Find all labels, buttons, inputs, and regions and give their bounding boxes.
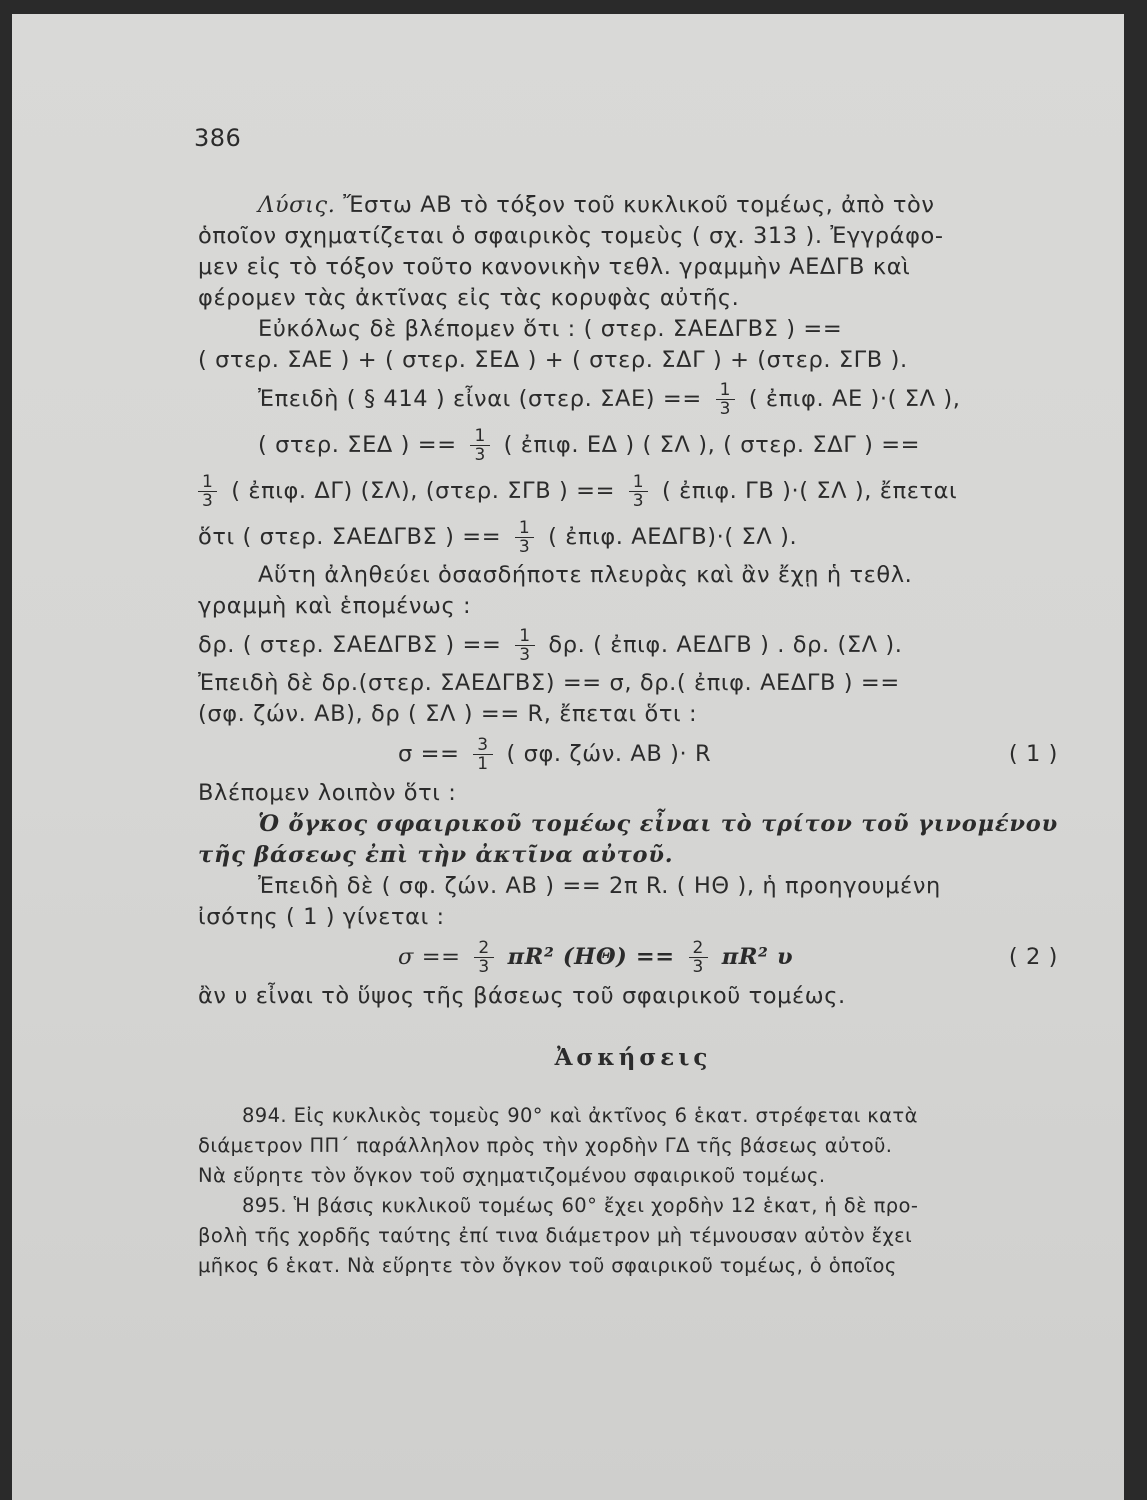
- fraction-numerator: 3: [473, 736, 492, 755]
- fraction-one-third: [515, 627, 534, 664]
- fraction-denominator: 3: [719, 399, 731, 419]
- solution-line-14: Ἐπειδὴ δὲ δρ.(στερ. ΣΑΕΔΓΒΣ) == σ, δρ.( ἐπιφ. ΑΕΔΓΒ ) ==: [198, 670, 900, 696]
- exercise-895-line-2: βολὴ τῆς χορδῆς ταύτης ἐπί τινα διάμετρον μὴ τέμνουσαν αὐτὸν ἔχει: [198, 1224, 913, 1247]
- equation-2-body: [398, 933, 793, 981]
- fraction-denominator: 3: [202, 491, 214, 511]
- fraction-numerator: 2: [474, 939, 493, 958]
- equation-2-lhs: σ ==: [398, 944, 461, 970]
- solution-line-12: γραμμὴ καὶ ἑπομένως :: [198, 593, 472, 619]
- solution-line-13: [198, 622, 1068, 668]
- solution-line-5: Εὐκόλως δὲ βλέπομεν ὅτι : ( στερ. ΣΑΕΔΓΒΣ ) ==: [258, 316, 843, 342]
- book-page: [12, 14, 1124, 1500]
- solution-line-11: Αὕτη ἀληθεύει ὁσασδήποτε πλευρὰς καὶ ἂν ἔχῃ ἡ τεθλ.: [258, 562, 913, 588]
- fraction-numerator: 2: [689, 939, 708, 958]
- equation-2: [198, 933, 1068, 981]
- fraction-one-third: [515, 519, 534, 556]
- fraction-numerator: 1: [629, 473, 648, 492]
- line-9-b: ( ἐπιφ. ΓΒ )·( ΣΛ ), ἔπεται: [661, 478, 958, 504]
- exercises-heading: Ἀσκήσεις: [554, 1044, 712, 1071]
- fraction-denominator: 3: [518, 537, 531, 557]
- fraction-one-third: [629, 473, 648, 510]
- fraction-one-third: [716, 381, 735, 418]
- fraction-two-thirds: [689, 939, 708, 976]
- fraction-three-over-one: [473, 736, 492, 773]
- line-10-b: ( ἐπιφ. ΑΕΔΓΒ)·( ΣΛ ).: [548, 524, 798, 550]
- exercise-894-line-3: Νὰ εὕρητε τὸν ὄγκον τοῦ σχηματιζομένου σφαιρικοῦ τομέως.: [198, 1164, 826, 1187]
- exercise-895-line-3: μῆκος 6 ἑκατ. Νὰ εὕρητε τὸν ὄγκον τοῦ σφαιρικοῦ τομέως, ὁ ὁποῖος: [198, 1254, 897, 1277]
- solution-line-9: [198, 468, 1068, 514]
- solution-line-1: [198, 190, 1068, 221]
- equation-2-number: ( 2 ): [1008, 944, 1058, 970]
- solution-label: Λύσις.: [258, 192, 336, 218]
- solution-line-8: [198, 422, 1068, 468]
- fraction-two-thirds: [474, 939, 493, 976]
- fraction-denominator: 3: [478, 957, 490, 977]
- equation-1: [198, 730, 1068, 778]
- page-number: 386: [194, 124, 242, 152]
- fraction-denominator: 3: [474, 445, 486, 465]
- exercise-894-line-2: διάμετρον ΠΠ΄ παράλληλον πρὸς τὴν χορδὴν ΓΔ τῆς βάσεως αὐτοῦ.: [198, 1134, 893, 1157]
- solution-line-16: Βλέπομεν λοιπὸν ὅτι :: [198, 780, 457, 806]
- fraction-numerator: 1: [515, 519, 534, 538]
- fraction-one-third: [470, 427, 489, 464]
- equation-1-number: ( 1 ): [1008, 741, 1058, 767]
- fraction-numerator: 1: [716, 381, 735, 400]
- fraction-one-third: [198, 473, 217, 510]
- line-8-a: ( στερ. ΣΕΔ ) ==: [258, 432, 457, 458]
- line-13-b: δρ. ( ἐπιφ. ΑΕΔΓΒ ) . δρ. (ΣΛ ).: [548, 632, 903, 658]
- fraction-numerator: 1: [470, 427, 489, 446]
- body-text: [198, 190, 1068, 1281]
- solution-line-3: μεν εἰς τὸ τόξον τοῦτο κανονικὴν τεθλ. γραμμὴν ΑΕΔΓΒ καὶ: [198, 254, 911, 280]
- equation-1-lhs: σ ==: [398, 741, 460, 767]
- exercise-894-line-1: 894. Εἰς κυκλικὸς τομεὺς 90° καὶ ἀκτῖνος 6 ἑκατ. στρέφεται κατὰ: [242, 1104, 918, 1127]
- fraction-denominator: 1: [477, 754, 489, 774]
- line-9-a: ( ἐπιφ. ΔΓ) (ΣΛ), (στερ. ΣΓΒ ) ==: [231, 478, 616, 504]
- solution-line-15: (σφ. ζών. ΑΒ), δρ ( ΣΛ ) == R, ἔπεται ὅτι :: [198, 701, 698, 727]
- fraction-numerator: 1: [198, 473, 217, 492]
- equation-1-body: [398, 730, 711, 778]
- solution-line-10: [198, 514, 1068, 560]
- exercises-block: [198, 1101, 1068, 1281]
- solution-line-7: [198, 376, 1068, 422]
- equation-2-middle: πR² (ΗΘ) ==: [507, 944, 675, 970]
- fraction-denominator: 3: [692, 957, 704, 977]
- fraction-numerator: 1: [515, 627, 534, 646]
- line-10-a: ὅτι ( στερ. ΣΑΕΔΓΒΣ ) ==: [198, 524, 502, 550]
- line-13-a: δρ. ( στερ. ΣΑΕΔΓΒΣ ) ==: [198, 632, 502, 658]
- line-7-a: Ἐπειδὴ ( § 414 ) εἶναι (στερ. ΣΑΕ) ==: [258, 386, 702, 412]
- exercise-895-line-1: 895. Ἡ βάσις κυκλικοῦ τομέως 60° ἔχει χορδὴν 12 ἑκατ, ἡ δὲ προ-: [242, 1194, 919, 1217]
- solution-line-4: φέρομεν τὰς ἀκτῖνας εἰς τὰς κορυφὰς αὐτῆς.: [198, 285, 740, 311]
- theorem-line-1: Ὁ ὄγκος σφαιρικοῦ τομέως εἶναι τὸ τρίτον τοῦ γινομένου: [258, 811, 1058, 837]
- theorem-line-2: τῆς βάσεως ἐπὶ τὴν ἀκτῖνα αὐτοῦ.: [198, 842, 674, 868]
- line-8-b: ( ἐπιφ. ΕΔ ) ( ΣΛ ), ( στερ. ΣΔΓ ) ==: [503, 432, 921, 458]
- solution-line-19: ἂν υ εἶναι τὸ ὕψος τῆς βάσεως τοῦ σφαιρικοῦ τομέως.: [198, 983, 846, 1009]
- fraction-denominator: 3: [519, 645, 531, 665]
- solution-line-1-text: Ἔστω ΑΒ τὸ τόξον τοῦ κυκλικοῦ τομέως, ἀπὸ τὸν: [343, 192, 935, 218]
- solution-line-2: ὁποῖον σχηματίζεται ὁ σφαιρικὸς τομεὺς ( σχ. 313 ). Ἐγγράφο-: [198, 223, 944, 249]
- solution-line-6: ( στερ. ΣΑΕ ) + ( στερ. ΣΕΔ ) + ( στερ. ΣΔΓ ) + (στερ. ΣΓΒ ).: [198, 347, 908, 373]
- fraction-denominator: 3: [632, 491, 645, 511]
- solution-line-17: Ἐπειδὴ δὲ ( σφ. ζών. ΑΒ ) == 2π R. ( ΗΘ ), ἡ προηγουμένη: [258, 873, 941, 899]
- equation-2-rhs: πR² υ: [721, 944, 794, 970]
- equation-1-rhs: ( σφ. ζών. ΑΒ )· R: [506, 741, 712, 767]
- line-7-b: ( ἐπιφ. ΑΕ )·( ΣΛ ),: [748, 386, 961, 412]
- solution-line-18: ἰσότης ( 1 ) γίνεται :: [198, 904, 445, 930]
